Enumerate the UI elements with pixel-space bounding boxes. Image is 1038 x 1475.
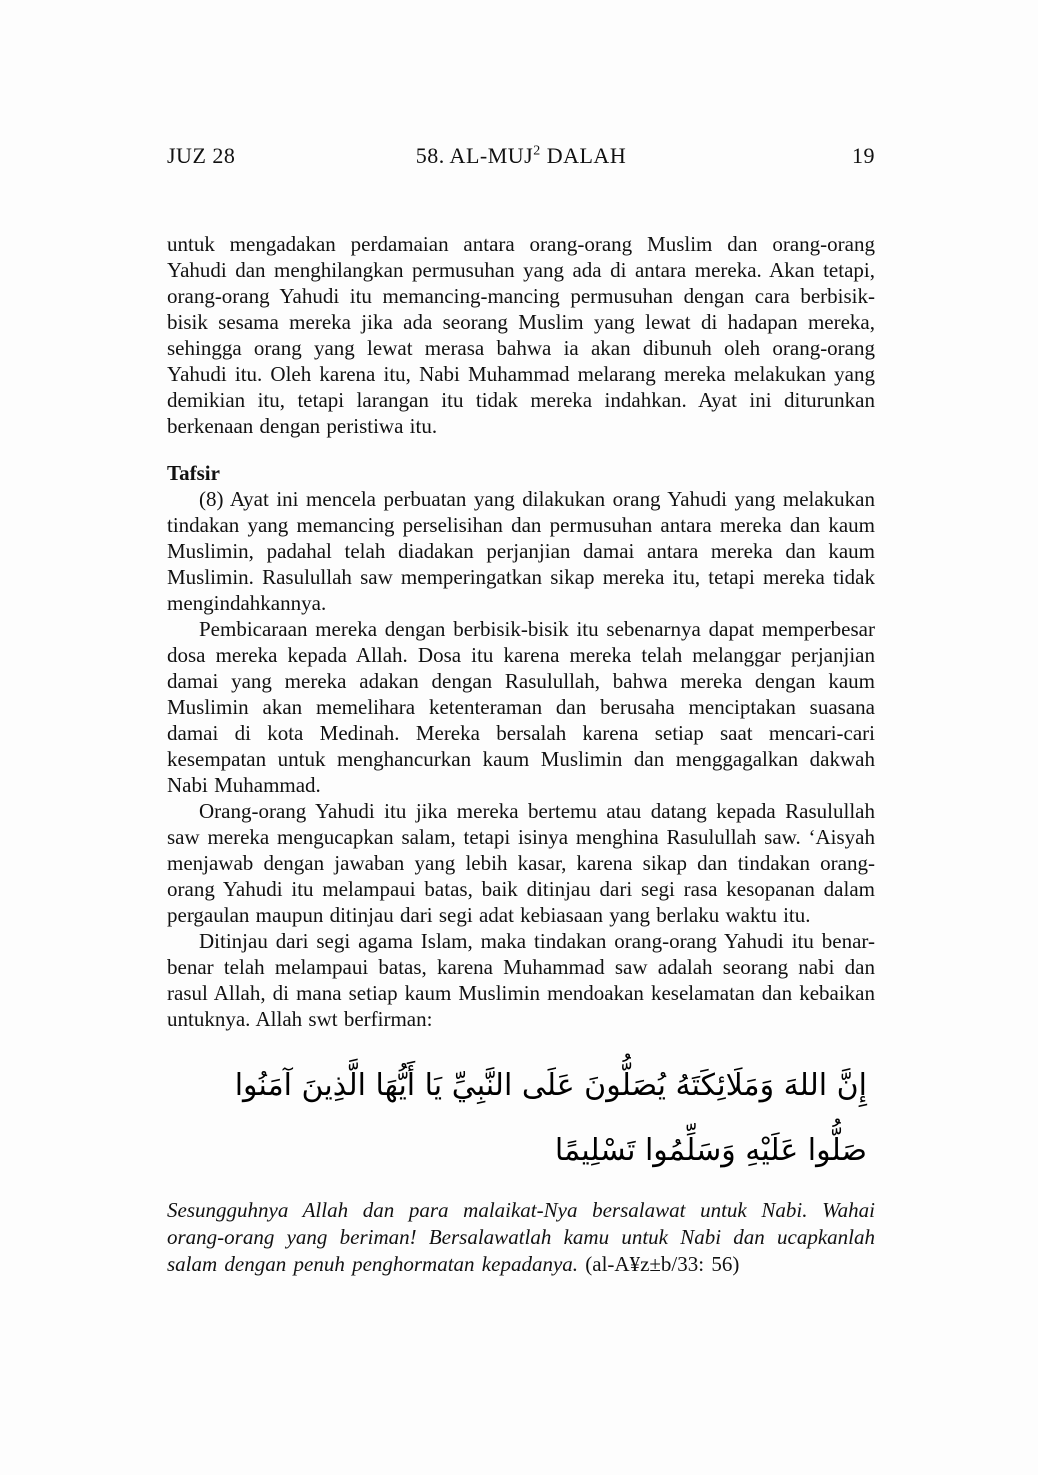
tafsir-paragraph-2: Pembicaraan mereka dengan berbisik-bisik itu sebenarnya dapat memperbesar dosa mereka kepada Allah. Dosa itu karena mereka telah melanggar perjanjian damai yang mereka adakan dengan Rasulullah, bahwa mereka dengan kaum Muslimin akan memelihara ketenteraman dan berusaha menciptakan suasana damai di kota Medinah. Mereka bersalah karena setiap saat mencari-cari kesempatan untuk menghancurkan kaum Muslimin dan menggagalkan dakwah Nabi Muhammad.: [167, 617, 875, 797]
surah-title-superscript: 2: [533, 143, 541, 159]
surah-title: [416, 143, 626, 169]
juz-label: JUZ 28: [167, 143, 236, 168]
tafsir-paragraph-4: Ditinjau dari segi agama Islam, maka tindakan orang-orang Yahudi itu benar-benar telah melampaui batas, karena Muhammad saw adalah seorang nabi dan rasul Allah, di mana setiap kaum Muslimin mendoakan keselamatan dan kebaikan untuknya. Allah swt berfirman:: [167, 929, 875, 1031]
verse-translation-text: Sesungguhnya Allah dan para malaikat-Nya bersalawat untuk Nabi. Wahai orang-orang yang beriman! Bersalawatlah kamu untuk Nabi dan ucapkanlah salam dengan penuh penghormatan kepadanya.: [167, 1198, 875, 1276]
verse-translation: [167, 1197, 875, 1278]
intro-paragraph: untuk mengadakan perdamaian antara orang-orang Muslim dan orang-orang Yahudi dan menghilangkan permusuhan yang ada di antara mereka. Akan tetapi, orang-orang Yahudi itu memancing-mancing permusuhan dengan cara berbisik-bisik sesama mereka jika ada seorang Muslim yang lewat di hadapan mereka, sehingga orang yang lewat merasa bahwa ia akan dibunuh oleh orang-orang Yahudi itu. Oleh karena itu, Nabi Muhammad melarang mereka melakukan yang demikian itu, tetapi larangan itu tidak mereka indahkan. Ayat ini diturunkan berkenaan dengan peristiwa itu.: [167, 232, 875, 438]
tafsir-paragraph-1: (8) Ayat ini mencela perbuatan yang dilakukan orang Yahudi yang melakukan tindakan yang memancing perselisihan dan permusuhan antara mereka dan kaum Muslimin, padahal telah diadakan perjanjian damai antara mereka dan kaum Muslimin. Rasulullah saw memperingatkan sikap mereka itu, tetapi mereka tidak mengindahkannya.: [167, 487, 875, 615]
page-body: [167, 231, 875, 1278]
quran-verse-arabic: إِنَّ اللهَ وَمَلَائِكَتَهُ يُصَلُّونَ عَلَى النَّبِيِّ يَا أَيُّهَا الَّذِينَ آمَنُوا صَلُّوا عَلَيْهِ وَسَلِّمُوا تَسْلِيمًا: [234, 1068, 867, 1168]
surah-title-pre: 58. AL-MUJ: [415, 143, 534, 168]
page-number: 19: [852, 143, 875, 168]
surah-title-post: DALAH: [540, 143, 627, 168]
tafsir-heading: Tafsir: [167, 461, 220, 485]
verse-citation: (al-A¥z±b/33: 56): [585, 1252, 740, 1276]
page-header: [167, 143, 875, 169]
tafsir-paragraph-3: Orang-orang Yahudi itu jika mereka bertemu atau datang kepada Rasulullah saw mereka mengucapkan salam, tetapi isinya menghina Rasulullah saw. ‘Aisyah menjawab dengan jawaban yang lebih kasar, karena sikap dan tindakan orang-orang Yahudi itu melampaui batas, baik ditinjau dari segi rasa kesopanan dalam pergaulan maupun ditinjau dari segi adat kebiasaan yang berlaku waktu itu.: [167, 799, 875, 927]
